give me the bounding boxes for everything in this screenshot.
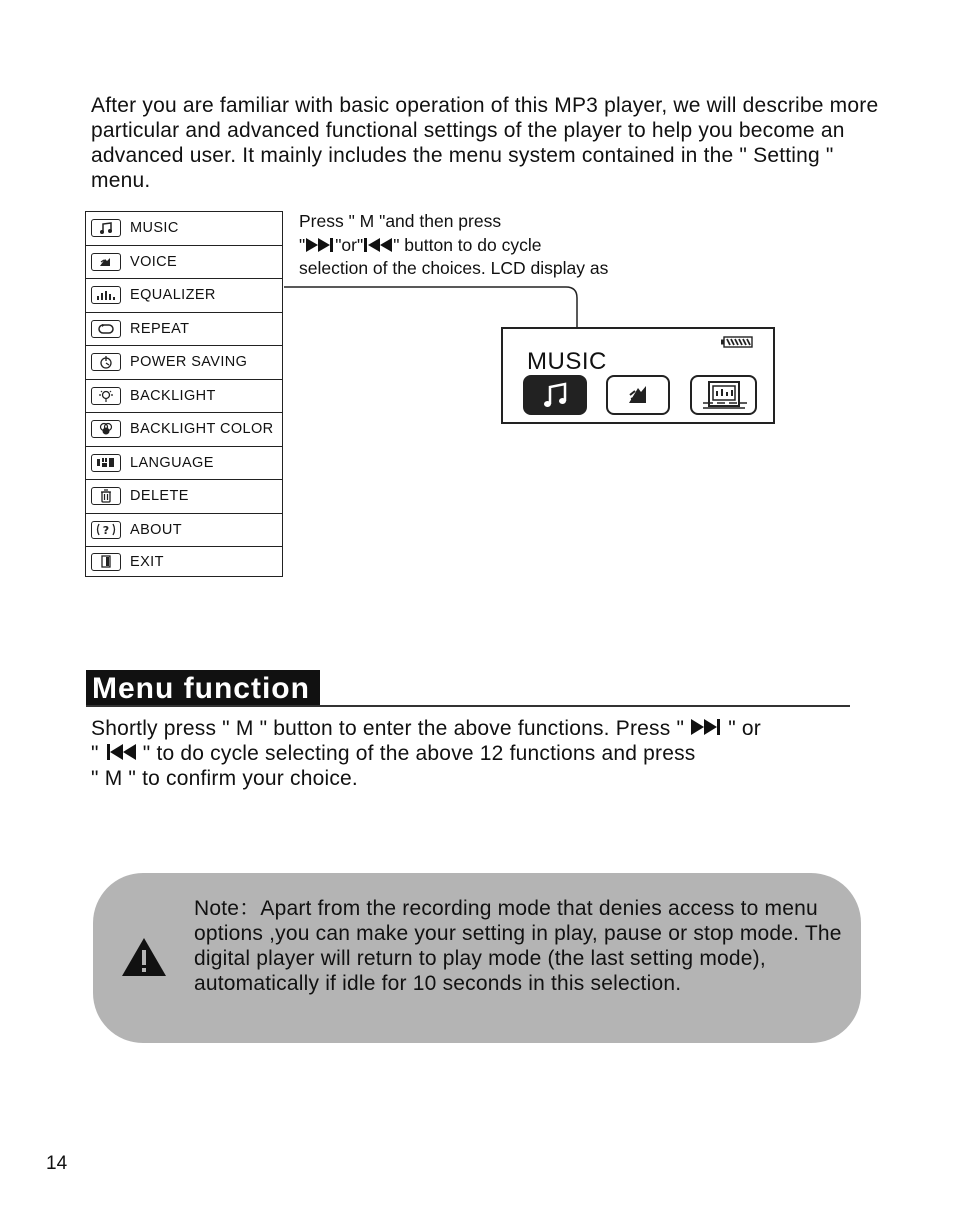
note-text: Note：Apart from the recording mode that denies access to menu options ,you can make your setting in play, pause or stop mode. The digital player will return to play mode (the last setting mode), automatically if idle for 10 seconds in this selection. [194, 897, 842, 995]
page-number: 14 [46, 1153, 68, 1174]
language-icon [91, 454, 121, 472]
callout-line-1: Press " M "and then press [299, 211, 502, 231]
backlight-color-icon [91, 420, 121, 438]
menu-item-label: DELETE [130, 488, 189, 505]
equalizer-icon [91, 286, 121, 304]
warning-icon [120, 936, 168, 978]
exit-icon [91, 553, 121, 571]
menu-item-label: EQUALIZER [130, 287, 216, 304]
menu-item-label: BACKLIGHT [130, 387, 216, 404]
menu-item-label: EXIT [130, 553, 164, 570]
menu-item-language [86, 447, 282, 481]
lcd-music-note-icon [523, 375, 587, 415]
lcd-display [501, 327, 775, 424]
menu-item-equalizer [86, 279, 282, 313]
menu-item-backlight-color [86, 413, 282, 447]
power-saving-icon [91, 353, 121, 371]
intro-paragraph: After you are familiar with basic operation of this MP3 player, we will describe more particular and advanced functional settings of the player to help you become an advanced user. It mainly includes the menu system contained in the " Setting " menu. [91, 94, 879, 192]
delete-icon [91, 487, 121, 505]
voice-icon [91, 253, 121, 271]
callout-line-3: selection of the choices. LCD display as [299, 258, 609, 278]
menu-item-label: REPEAT [130, 320, 190, 337]
menu-item-label: BACKLIGHT COLOR [130, 421, 274, 438]
battery-icon [721, 336, 753, 348]
menu-item-music [86, 212, 282, 246]
menu-item-label: POWER SAVING [130, 354, 248, 371]
about-icon [91, 521, 121, 539]
callout-text [299, 210, 699, 281]
repeat-icon [91, 320, 121, 338]
lcd-voice-icon [606, 375, 670, 415]
previous-track-icon [105, 743, 137, 761]
music-note-icon [91, 219, 121, 237]
backlight-icon [91, 387, 121, 405]
menu-item-label: LANGUAGE [130, 454, 214, 471]
menu-item-label: ABOUT [130, 521, 182, 538]
lcd-equalizer-icon [690, 375, 757, 415]
menu-item-delete [86, 480, 282, 514]
menu-item-label: MUSIC [130, 220, 179, 237]
menu-item-backlight [86, 380, 282, 414]
next-track-icon [305, 237, 335, 253]
menu-item-about [86, 514, 282, 548]
section-title: Menu function [86, 670, 320, 706]
menu-function-paragraph: Shortly press " M " button to enter the above functions. Press " " or " " to do cycle selecting of the above 12 functions and press " M " to confirm your choice. [91, 717, 761, 790]
settings-menu-list [85, 211, 283, 577]
menu-item-voice [86, 246, 282, 280]
callout-line-2: " "or" " button to do cycle [299, 234, 542, 255]
menu-item-exit [86, 547, 282, 576]
menu-item-repeat [86, 313, 282, 347]
section-divider [86, 705, 850, 707]
previous-track-icon [363, 237, 393, 253]
next-track-icon [690, 718, 722, 736]
menu-item-label: VOICE [130, 253, 178, 270]
menu-item-power-saving [86, 346, 282, 380]
lcd-title: MUSIC [527, 348, 607, 375]
svg-text:?: ? [102, 524, 110, 537]
